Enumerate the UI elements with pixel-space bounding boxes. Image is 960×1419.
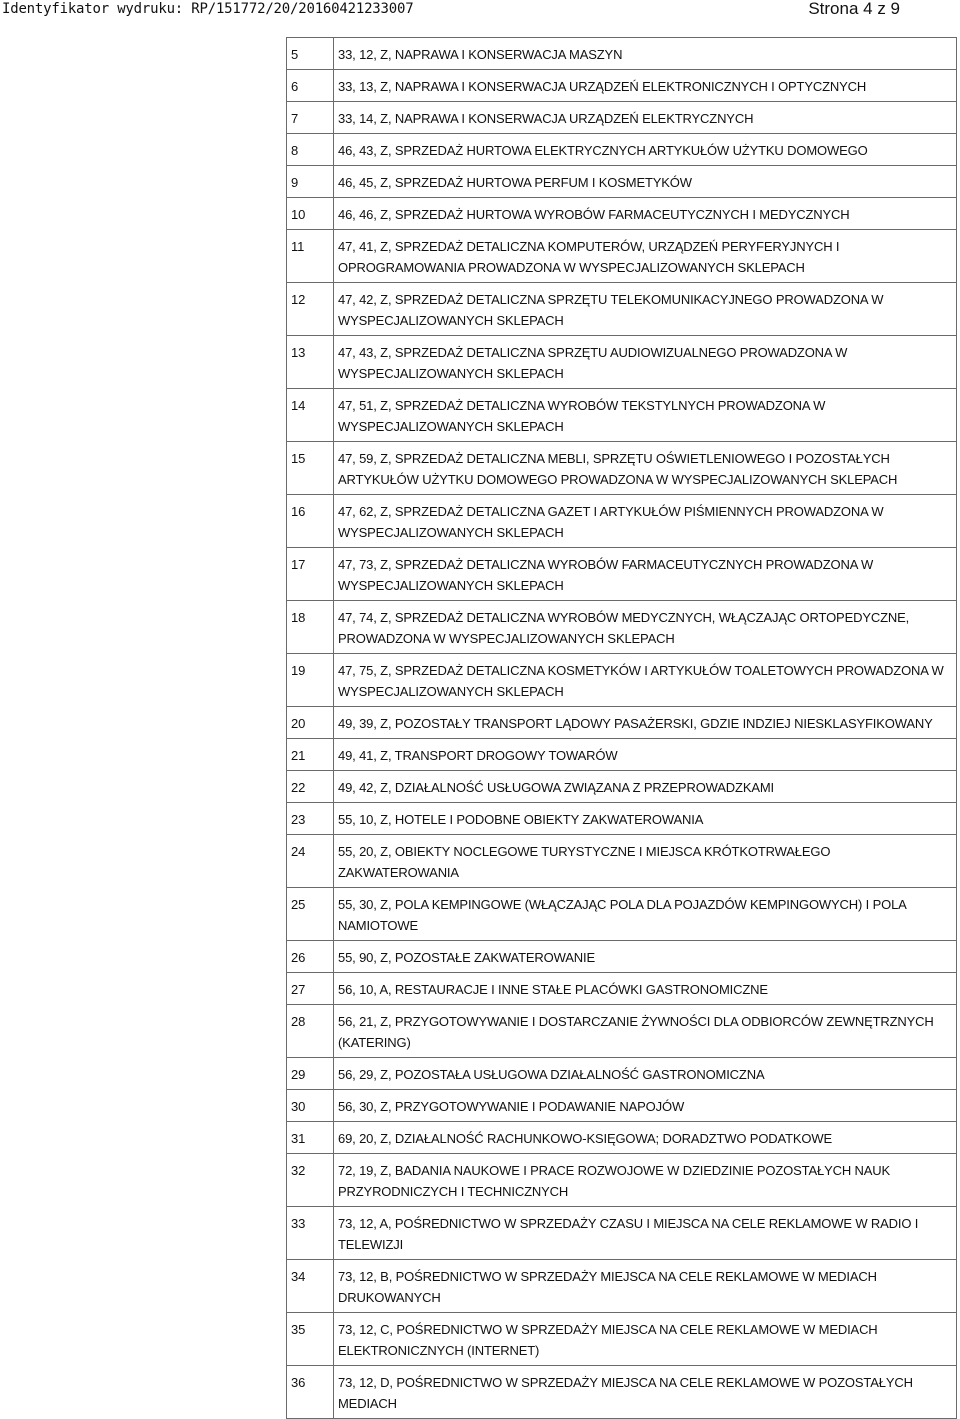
table-row xyxy=(287,336,957,389)
table-row xyxy=(287,739,957,771)
row-number: 10 xyxy=(287,198,334,230)
activity-description: 69, 20, Z, DZIAŁALNOŚĆ RACHUNKOWO-KSIĘGOWA; DORADZTWO PODATKOWE xyxy=(334,1122,957,1154)
activity-description: 49, 39, Z, POZOSTAŁY TRANSPORT LĄDOWY PASAŻERSKI, GDZIE INDZIEJ NIESKLASYFIKOWANY xyxy=(334,707,957,739)
table-row xyxy=(287,166,957,198)
activity-description: 33, 13, Z, NAPRAWA I KONSERWACJA URZĄDZEŃ ELEKTRONICZNYCH I OPTYCZNYCH xyxy=(334,70,957,102)
activity-description: 33, 14, Z, NAPRAWA I KONSERWACJA URZĄDZEŃ ELEKTRYCZNYCH xyxy=(334,102,957,134)
activity-description: 73, 12, B, POŚREDNICTWO W SPRZEDAŻY MIEJSCA NA CELE REKLAMOWE W MEDIACH DRUKOWANYCH xyxy=(334,1260,957,1313)
activity-description: 47, 51, Z, SPRZEDAŻ DETALICZNA WYROBÓW TEKSTYLNYCH PROWADZONA W WYSPECJALIZOWANYCH SKLEPACH xyxy=(334,389,957,442)
activity-description: 47, 75, Z, SPRZEDAŻ DETALICZNA KOSMETYKÓW I ARTYKUŁÓW TOALETOWYCH PROWADZONA W WYSPECJALIZOWANYCH SKLEPACH xyxy=(334,654,957,707)
table-row xyxy=(287,1122,957,1154)
row-number: 9 xyxy=(287,166,334,198)
activity-description: 49, 41, Z, TRANSPORT DROGOWY TOWARÓW xyxy=(334,739,957,771)
row-number: 14 xyxy=(287,389,334,442)
row-number: 19 xyxy=(287,654,334,707)
row-number: 18 xyxy=(287,601,334,654)
table-row xyxy=(287,1058,957,1090)
table-row xyxy=(287,548,957,601)
table-row xyxy=(287,1207,957,1260)
row-number: 31 xyxy=(287,1122,334,1154)
activity-description: 46, 45, Z, SPRZEDAŻ HURTOWA PERFUM I KOSMETYKÓW xyxy=(334,166,957,198)
activity-description: 33, 12, Z, NAPRAWA I KONSERWACJA MASZYN xyxy=(334,38,957,70)
activity-description: 55, 30, Z, POLA KEMPINGOWE (WŁĄCZAJĄC POLA DLA POJAZDÓW KEMPINGOWYCH) I POLA NAMIOTOWE xyxy=(334,888,957,941)
row-number: 29 xyxy=(287,1058,334,1090)
row-number: 30 xyxy=(287,1090,334,1122)
table-row xyxy=(287,1090,957,1122)
table-row xyxy=(287,70,957,102)
row-number: 16 xyxy=(287,495,334,548)
table-row xyxy=(287,707,957,739)
activity-description: 46, 46, Z, SPRZEDAŻ HURTOWA WYROBÓW FARMACEUTYCZNYCH I MEDYCZNYCH xyxy=(334,198,957,230)
activity-description: 73, 12, A, POŚREDNICTWO W SPRZEDAŻY CZASU I MIEJSCA NA CELE REKLAMOWE W RADIO I TELEWIZJI xyxy=(334,1207,957,1260)
row-number: 24 xyxy=(287,835,334,888)
row-number: 33 xyxy=(287,1207,334,1260)
row-number: 11 xyxy=(287,230,334,283)
table-row xyxy=(287,1313,957,1366)
table-row xyxy=(287,888,957,941)
activity-description: 56, 21, Z, PRZYGOTOWYWANIE I DOSTARCZANIE ŻYWNOŚCI DLA ODBIORCÓW ZEWNĘTRZNYCH (KATERING) xyxy=(334,1005,957,1058)
row-number: 22 xyxy=(287,771,334,803)
row-number: 26 xyxy=(287,941,334,973)
activity-description: 56, 30, Z, PRZYGOTOWYWANIE I PODAWANIE NAPOJÓW xyxy=(334,1090,957,1122)
row-number: 32 xyxy=(287,1154,334,1207)
row-number: 34 xyxy=(287,1260,334,1313)
row-number: 20 xyxy=(287,707,334,739)
table-row xyxy=(287,771,957,803)
row-number: 5 xyxy=(287,38,334,70)
activity-description: 49, 42, Z, DZIAŁALNOŚĆ USŁUGOWA ZWIĄZANA Z PRZEPROWADZKAMI xyxy=(334,771,957,803)
activity-description: 47, 62, Z, SPRZEDAŻ DETALICZNA GAZET I ARTYKUŁÓW PIŚMIENNYCH PROWADZONA W WYSPECJALIZOWANYCH SKLEPACH xyxy=(334,495,957,548)
table-row xyxy=(287,495,957,548)
table-row xyxy=(287,102,957,134)
activity-description: 47, 59, Z, SPRZEDAŻ DETALICZNA MEBLI, SPRZĘTU OŚWIETLENIOWEGO I POZOSTAŁYCH ARTYKUŁÓW UŻYTKU DOMOWEGO PROWADZONA W WYSPECJALIZOWANYCH SKLEPACH xyxy=(334,442,957,495)
page-number: Strona 4 z 9 xyxy=(808,0,900,18)
activity-description: 47, 42, Z, SPRZEDAŻ DETALICZNA SPRZĘTU TELEKOMUNIKACYJNEGO PROWADZONA W WYSPECJALIZOWANYCH SKLEPACH xyxy=(334,283,957,336)
row-number: 15 xyxy=(287,442,334,495)
activity-description: 56, 10, A, RESTAURACJE I INNE STAŁE PLACÓWKI GASTRONOMICZNE xyxy=(334,973,957,1005)
table-row xyxy=(287,283,957,336)
row-number: 25 xyxy=(287,888,334,941)
activity-description: 55, 10, Z, HOTELE I PODOBNE OBIEKTY ZAKWATEROWANIA xyxy=(334,803,957,835)
activity-description: 73, 12, D, POŚREDNICTWO W SPRZEDAŻY MIEJSCA NA CELE REKLAMOWE W POZOSTAŁYCH MEDIACH xyxy=(334,1366,957,1419)
table-row xyxy=(287,835,957,888)
activity-description: 56, 29, Z, POZOSTAŁA USŁUGOWA DZIAŁALNOŚĆ GASTRONOMICZNA xyxy=(334,1058,957,1090)
table-row xyxy=(287,1260,957,1313)
table-row xyxy=(287,134,957,166)
print-identifier: Identyfikator wydruku: RP/151772/20/20160421233007 xyxy=(2,1,414,17)
activity-description: 55, 90, Z, POZOSTAŁE ZAKWATEROWANIE xyxy=(334,941,957,973)
table-row xyxy=(287,230,957,283)
table-row xyxy=(287,654,957,707)
table-body xyxy=(287,38,957,1419)
activity-description: 47, 41, Z, SPRZEDAŻ DETALICZNA KOMPUTERÓW, URZĄDZEŃ PERYFERYJNYCH I OPROGRAMOWANIA PROWADZONA W WYSPECJALIZOWANYCH SKLEPACH xyxy=(334,230,957,283)
table-row xyxy=(287,1005,957,1058)
activity-description: 72, 19, Z, BADANIA NAUKOWE I PRACE ROZWOJOWE W DZIEDZINIE POZOSTAŁYCH NAUK PRZYRODNICZYCH I TECHNICZNYCH xyxy=(334,1154,957,1207)
activity-description: 46, 43, Z, SPRZEDAŻ HURTOWA ELEKTRYCZNYCH ARTYKUŁÓW UŻYTKU DOMOWEGO xyxy=(334,134,957,166)
row-number: 23 xyxy=(287,803,334,835)
table-row xyxy=(287,941,957,973)
table-row xyxy=(287,973,957,1005)
row-number: 28 xyxy=(287,1005,334,1058)
activity-description: 47, 73, Z, SPRZEDAŻ DETALICZNA WYROBÓW FARMACEUTYCZNYCH PROWADZONA W WYSPECJALIZOWANYCH SKLEPACH xyxy=(334,548,957,601)
row-number: 12 xyxy=(287,283,334,336)
row-number: 35 xyxy=(287,1313,334,1366)
row-number: 13 xyxy=(287,336,334,389)
activity-description: 47, 43, Z, SPRZEDAŻ DETALICZNA SPRZĘTU AUDIOWIZUALNEGO PROWADZONA W WYSPECJALIZOWANYCH SKLEPACH xyxy=(334,336,957,389)
activity-description: 47, 74, Z, SPRZEDAŻ DETALICZNA WYROBÓW MEDYCZNYCH, WŁĄCZAJĄC ORTOPEDYCZNE, PROWADZONA W WYSPECJALIZOWANYCH SKLEPACH xyxy=(334,601,957,654)
row-number: 27 xyxy=(287,973,334,1005)
row-number: 17 xyxy=(287,548,334,601)
table-row xyxy=(287,198,957,230)
table-row xyxy=(287,442,957,495)
table-row xyxy=(287,389,957,442)
activity-description: 73, 12, C, POŚREDNICTWO W SPRZEDAŻY MIEJSCA NA CELE REKLAMOWE W MEDIACH ELEKTRONICZNYCH (INTERNET) xyxy=(334,1313,957,1366)
table-row xyxy=(287,38,957,70)
row-number: 7 xyxy=(287,102,334,134)
activity-codes-table xyxy=(286,37,957,1419)
row-number: 6 xyxy=(287,70,334,102)
row-number: 36 xyxy=(287,1366,334,1419)
page-header xyxy=(0,0,960,22)
table-row xyxy=(287,601,957,654)
activity-description: 55, 20, Z, OBIEKTY NOCLEGOWE TURYSTYCZNE I MIEJSCA KRÓTKOTRWAŁEGO ZAKWATEROWANIA xyxy=(334,835,957,888)
table-row xyxy=(287,1154,957,1207)
table-row xyxy=(287,803,957,835)
row-number: 21 xyxy=(287,739,334,771)
row-number: 8 xyxy=(287,134,334,166)
